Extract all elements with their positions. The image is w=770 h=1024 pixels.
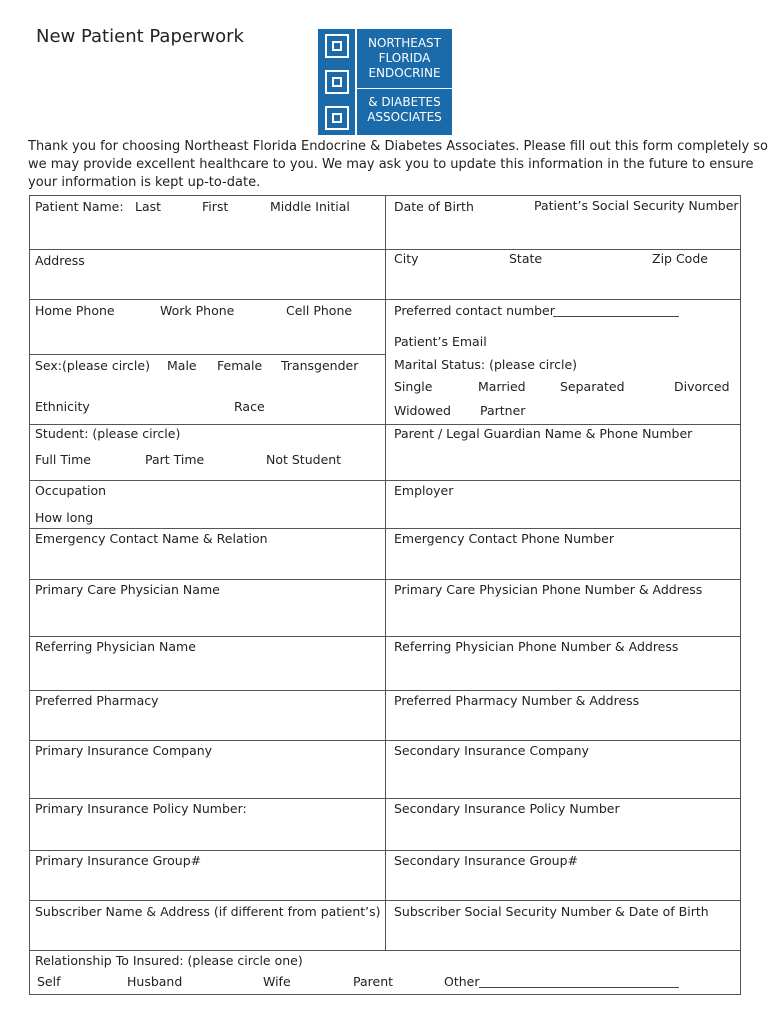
referring-physician-label: Referring Physician Name: [35, 639, 196, 654]
logo-square-icon: [325, 34, 349, 58]
pcp-phone-label: Primary Care Physician Phone Number & Address: [394, 582, 703, 597]
relationship-option-wife[interactable]: Wife: [263, 974, 291, 989]
pharmacy-label: Preferred Pharmacy: [35, 693, 159, 708]
sex-option-transgender[interactable]: Transgender: [281, 358, 359, 373]
logo-square-icon: [325, 106, 349, 130]
dob-label: Date of Birth: [394, 199, 474, 214]
sex-label: Sex:(please circle): [35, 358, 150, 373]
emergency-contact-label: Emergency Contact Name & Relation: [35, 531, 268, 546]
patient-name-label: Patient Name:: [35, 199, 124, 214]
relationship-label: Relationship To Insured: (please circle one): [35, 953, 303, 968]
logo-text: & DIABETES: [368, 95, 441, 109]
subscriber-address-label: Subscriber Name & Address (if different from patient’s): [35, 904, 381, 919]
logo-text: NORTHEAST: [368, 36, 441, 50]
occupation-label: Occupation: [35, 483, 107, 498]
ethnicity-label: Ethnicity: [35, 399, 90, 414]
subscriber-ssn-label: Subscriber Social Security Number & Date of Birth: [394, 904, 709, 919]
column-divider: [385, 195, 386, 950]
marital-status-label: Marital Status: (please circle): [394, 357, 578, 372]
secondary-policy-label: Secondary Insurance Policy Number: [394, 801, 620, 816]
zip-label: Zip Code: [652, 251, 708, 266]
practice-logo: [318, 29, 452, 135]
student-option-not-student[interactable]: Not Student: [266, 452, 342, 467]
pharmacy-number-label: Preferred Pharmacy Number & Address: [394, 693, 640, 708]
marital-option-separated[interactable]: Separated: [560, 379, 625, 394]
sex-option-female[interactable]: Female: [217, 358, 263, 373]
other-relationship-line[interactable]: [479, 987, 679, 988]
preferred-contact-line[interactable]: [553, 316, 679, 317]
state-label: State: [509, 251, 543, 266]
relationship-option-other[interactable]: Other: [444, 974, 480, 989]
city-label: City: [394, 251, 419, 266]
student-option-part-time[interactable]: Part Time: [145, 452, 205, 467]
middle-initial-label: Middle Initial: [270, 199, 350, 214]
race-label: Race: [234, 399, 265, 414]
work-phone-label: Work Phone: [160, 303, 235, 318]
secondary-group-label: Secondary Insurance Group#: [394, 853, 579, 868]
home-phone-label: Home Phone: [35, 303, 115, 318]
primary-policy-label: Primary Insurance Policy Number:: [35, 801, 247, 816]
first-name-label: First: [202, 199, 229, 214]
primary-insurance-label: Primary Insurance Company: [35, 743, 213, 758]
ssn-label: Patient’s Social Security Number: [534, 198, 739, 213]
secondary-insurance-label: Secondary Insurance Company: [394, 743, 589, 758]
patient-email-label: Patient’s Email: [394, 334, 487, 349]
intro-paragraph: Thank you for choosing Northeast Florida Endocrine & Diabetes Associates. Please fill out this form completely so we may provide excellent healthcare to you. We may ask you to update this information in the future to ensure your information is kept up-to-date.: [28, 139, 769, 190]
student-option-full-time[interactable]: Full Time: [35, 452, 91, 467]
employer-label: Employer: [394, 483, 454, 498]
relationship-option-self[interactable]: Self: [37, 974, 61, 989]
page-title: New Patient Paperwork: [36, 26, 244, 47]
relationship-option-parent[interactable]: Parent: [353, 974, 394, 989]
sex-option-male[interactable]: Male: [167, 358, 197, 373]
logo-text: FLORIDA: [378, 51, 431, 65]
marital-option-divorced[interactable]: Divorced: [674, 379, 730, 394]
preferred-contact-label: Preferred contact number: [394, 303, 555, 318]
relationship-option-husband[interactable]: Husband: [127, 974, 183, 989]
logo-text: ENDOCRINE: [368, 66, 441, 80]
student-label: Student: (please circle): [35, 426, 181, 441]
marital-option-single[interactable]: Single: [394, 379, 433, 394]
cell-phone-label: Cell Phone: [286, 303, 353, 318]
marital-option-married[interactable]: Married: [478, 379, 526, 394]
pcp-name-label: Primary Care Physician Name: [35, 582, 220, 597]
primary-group-label: Primary Insurance Group#: [35, 853, 202, 868]
marital-option-widowed[interactable]: Widowed: [394, 403, 451, 418]
logo-square-icon: [325, 70, 349, 94]
referring-phone-label: Referring Physician Phone Number & Address: [394, 639, 679, 654]
last-name-label: Last: [135, 199, 162, 214]
emergency-phone-label: Emergency Contact Phone Number: [394, 531, 614, 546]
how-long-label: How long: [35, 510, 94, 525]
marital-option-partner[interactable]: Partner: [480, 403, 526, 418]
address-label: Address: [35, 253, 85, 268]
guardian-label: Parent / Legal Guardian Name & Phone Number: [394, 426, 693, 441]
logo-text: ASSOCIATES: [367, 110, 442, 124]
